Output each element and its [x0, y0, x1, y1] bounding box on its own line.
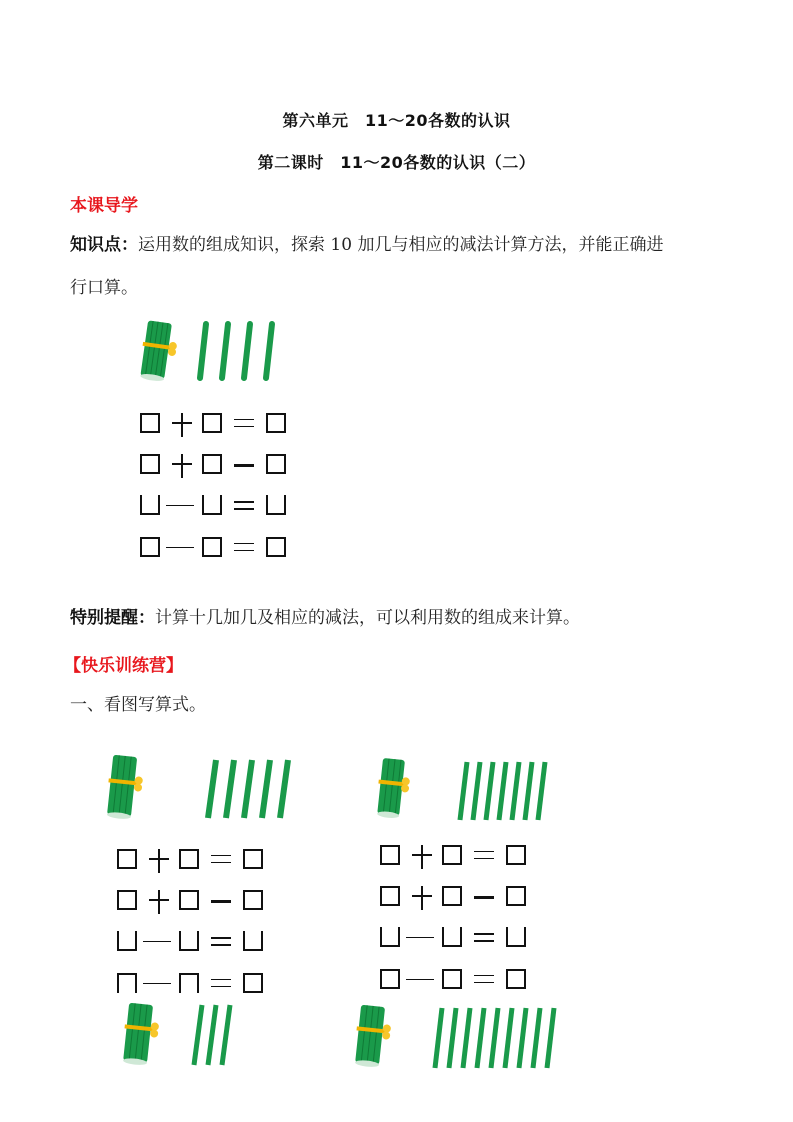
lesson-title: 第二课时 11～20各数的认识（二）: [257, 153, 536, 172]
minus-sign: [209, 890, 233, 910]
minus-sign: [141, 931, 173, 951]
minus-sign: [141, 973, 173, 993]
equals-sign: [232, 413, 256, 433]
question-1: 一、看图写算式。: [70, 695, 206, 715]
knowledge-point: [70, 235, 663, 255]
equation-row-2: [140, 454, 290, 478]
answer-box[interactable]: [202, 495, 222, 515]
answer-box[interactable]: [243, 931, 263, 951]
knowledge-label: 知识点：: [70, 235, 138, 255]
practice-heading: 【快乐训练营】: [64, 656, 183, 676]
unit-title: 第六单元 11～20各数的认识: [282, 111, 511, 130]
equation-row-1: [117, 849, 267, 873]
equation-row-1: [140, 413, 290, 437]
equals-sign: [472, 927, 496, 947]
answer-box[interactable]: [243, 973, 263, 993]
answer-box[interactable]: [140, 537, 160, 557]
special-reminder: [70, 608, 580, 628]
loose-sticks-image: [202, 758, 296, 820]
guide-heading: 本课导学: [70, 196, 138, 216]
equals-sign: [209, 973, 233, 993]
answer-box[interactable]: [506, 845, 526, 865]
plus-sign: [170, 413, 194, 433]
answer-box[interactable]: [380, 886, 400, 906]
equation-row-4: [140, 537, 290, 561]
answer-box[interactable]: [442, 845, 462, 865]
loose-sticks-image: [190, 320, 280, 382]
answer-box[interactable]: [179, 973, 199, 993]
answer-box[interactable]: [243, 890, 263, 910]
stick-bundle-image: [350, 1002, 394, 1070]
answer-box[interactable]: [442, 927, 462, 947]
equation-row-3: [117, 931, 267, 955]
answer-box[interactable]: [243, 849, 263, 869]
equals-sign: [472, 969, 496, 989]
answer-box[interactable]: [506, 886, 526, 906]
answer-box[interactable]: [140, 413, 160, 433]
knowledge-text: 运用数的组成知识，探索 10 加几与相应的减法计算方法，并能正确进: [138, 235, 664, 255]
plus-sign: [147, 849, 171, 869]
knowledge-text-cont: 行口算。: [70, 278, 138, 298]
answer-box[interactable]: [266, 495, 286, 515]
minus-sign: [164, 537, 196, 557]
minus-sign: [404, 927, 436, 947]
answer-box[interactable]: [506, 927, 526, 947]
equation-row-3: [140, 495, 290, 519]
answer-box[interactable]: [140, 454, 160, 474]
answer-box[interactable]: [117, 931, 137, 951]
reminder-text: 计算十几加几及相应的减法，可以利用数的组成来计算。: [155, 608, 580, 628]
answer-box[interactable]: [179, 931, 199, 951]
stick-bundle-image: [118, 1000, 162, 1068]
plus-sign: [147, 890, 171, 910]
equation-row-2: [380, 886, 530, 910]
equation-row-4: [380, 969, 530, 993]
reminder-label: 特别提醒：: [70, 608, 155, 628]
answer-box[interactable]: [380, 927, 400, 947]
answer-box[interactable]: [266, 454, 286, 474]
answer-box[interactable]: [117, 849, 137, 869]
answer-box[interactable]: [117, 890, 137, 910]
stick-bundle-image: [102, 752, 146, 822]
equals-sign: [232, 495, 256, 515]
answer-box[interactable]: [442, 886, 462, 906]
answer-box[interactable]: [442, 969, 462, 989]
equals-sign: [209, 849, 233, 869]
stick-bundle-image: [136, 318, 180, 384]
minus-sign: [232, 454, 256, 474]
answer-box[interactable]: [179, 849, 199, 869]
minus-sign: [404, 969, 436, 989]
equals-sign: [232, 537, 256, 557]
answer-box[interactable]: [140, 495, 160, 515]
answer-box[interactable]: [266, 537, 286, 557]
answer-box[interactable]: [506, 969, 526, 989]
equation-row-3: [380, 927, 530, 951]
stick-bundle-image: [372, 755, 412, 821]
answer-box[interactable]: [202, 413, 222, 433]
equation-row-4: [117, 973, 267, 997]
equation-row-2: [117, 890, 267, 914]
answer-box[interactable]: [117, 973, 137, 993]
plus-sign: [170, 454, 194, 474]
answer-box[interactable]: [179, 890, 199, 910]
answer-box[interactable]: [266, 413, 286, 433]
loose-sticks-image: [432, 1006, 564, 1070]
plus-sign: [410, 886, 434, 906]
minus-sign: [472, 886, 496, 906]
answer-box[interactable]: [380, 845, 400, 865]
equals-sign: [209, 931, 233, 951]
equation-row-1: [380, 845, 530, 869]
loose-sticks-image: [190, 1003, 234, 1067]
plus-sign: [410, 845, 434, 865]
loose-sticks-image: [455, 760, 553, 822]
answer-box[interactable]: [202, 537, 222, 557]
answer-box[interactable]: [380, 969, 400, 989]
answer-box[interactable]: [202, 454, 222, 474]
minus-sign: [164, 495, 196, 515]
equals-sign: [472, 845, 496, 865]
